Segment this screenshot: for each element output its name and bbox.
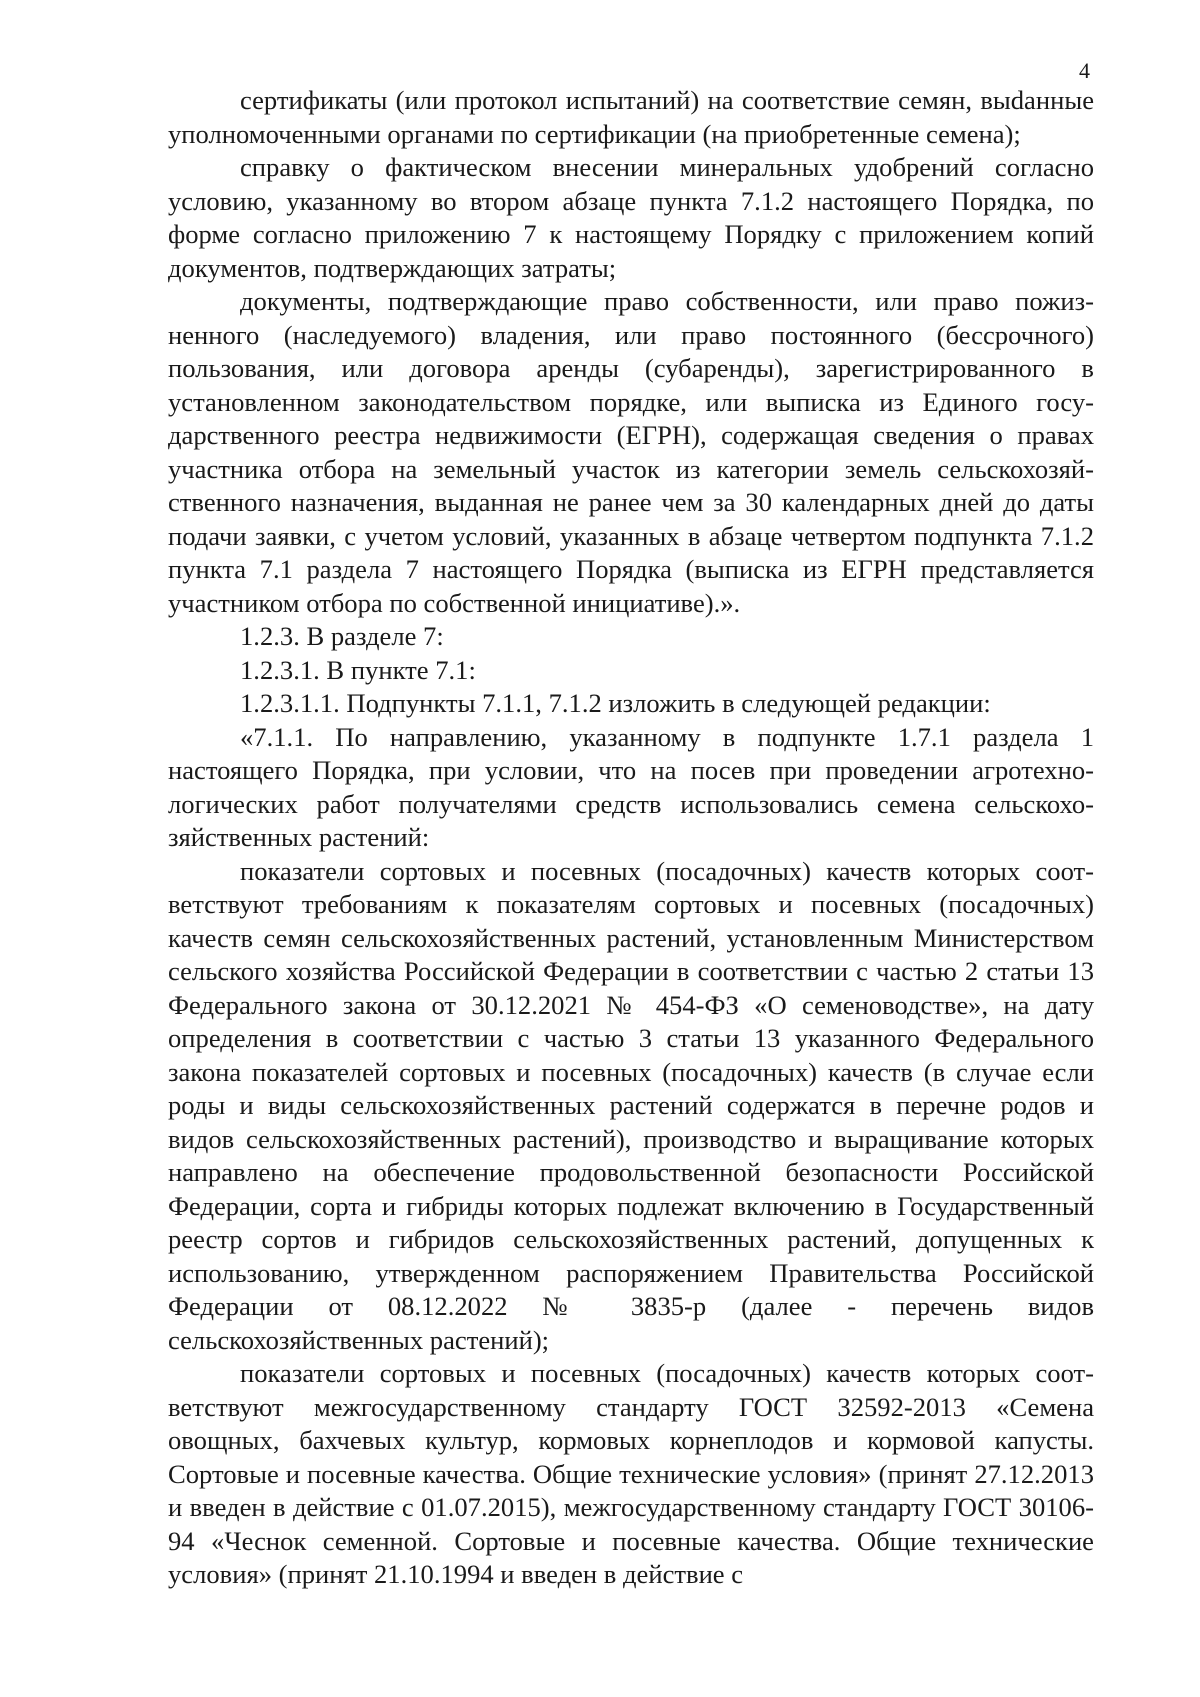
paragraph-certificates: сертификаты (или протокол испытаний) на соответствие семян, выdанные уполномоченными органами по сертификации (на приобретенные семена); <box>168 85 1094 149</box>
paragraph-seed-quality-indicators: показатели сортовых и посевных (посадочных) качеств которых соответствуют требованиям к показателям сортовых и посевных (посадочных) качеств семян сельскохозяйственных растений, установленным Министерством сельского хозяйства Российской Федерации в соответствии с частью 2 статьи 13 Федерального закона от 30.12.2021 № 454-ФЗ «О семеноводстве», на дату определения в соответствии с частью 3 статьи 13 указанного Федерального закона показателей сортовых и посевных (посадочных) качеств (в случае если роды и виды сельскохозяйственных растений содержатся в перечне родов и видов сельскохозяйственных растений), производство и выращивание которых направлено на обеспечение продовольственной безопасности Российской Федерации, сорта и гибриды которых подлежат включению в Государственный реестр сортов и гибридов сельскохозяйственных растений, допущенных к использованию, утвержденном распоряжением Правительства Российской Федерации от 08.12.2022 № 3835-р (далее - перечень видов сельскохозяйственных растений); <box>168 855 1094 1355</box>
page-number: 4 <box>1079 58 1090 83</box>
paragraph-section-1-2-3: 1.2.3. В разделе 7: <box>240 621 444 651</box>
paragraph-gost-standards: показатели сортовых и посевных (посадочных) качеств которых соответствуют межгосударственному стандарту ГОСТ 32592-2013 «Семена овощных, бахчевых культур, кормовых корнеплодов и кормовой капусты. Сортовые и посевные качества. Общие технические условия» (принят 27.12.2013 и введен в действие с 01.07.2015), межгосударственному стандарту ГОСТ 30106-94 «Чеснок семенной. Сортовые и посевные качества. Общие технические условия» (принят 21.10.1994 и введен в действие с <box>168 1358 1094 1589</box>
paragraph-ownership-documents: документы, подтверждающие право собственности, или право пожизненного (наследуемого) владения, или право постоянного (бессрочного) пользования, или договора аренды (субаренды), зарегистрированного в установленном законодательством порядке, или выписка из Единого государственного реестра недвижимости (ЕГРН), содержащая сведения о правах участника отбора на земельный участок из категории земель сельскохозяйственного назначения, выданная не ранее чем за 30 календарных дней до даты подачи заявки, с учетом условий, указанных в абзаце четвертом подпункта 7.1.2 пункта 7.1 раздела 7 настоящего Порядка (выписка из ЕГРН представляется участником отбора по собственной инициативе).». <box>168 286 1094 618</box>
paragraph-section-1-2-3-1: 1.2.3.1. В пункте 7.1: <box>240 654 476 685</box>
paragraph-subpoint-7-1-1: «7.1.1. По направлению, указанному в подпункте 1.7.1 раздела 1 настоящего Порядка, при условии, что на посев при проведении агротехнологических работ получателями средств использовались семена сельскохозяйственных растений: <box>168 721 1094 852</box>
document-body <box>168 84 1094 1592</box>
paragraph-fertilizer-certificate: справку о фактическом внесении минеральных удобрений согласно условию, указанному во втором абзаце пункта 7.1.2 настоящего Порядка, по форме согласно приложению 7 к настоящему Порядку с приложением копий документов, подтверждающих затраты; <box>168 152 1094 283</box>
paragraph-section-1-2-3-1-1: 1.2.3.1.1. Подпункты 7.1.1, 7.1.2 изложить в следующей редакции: <box>240 688 991 718</box>
